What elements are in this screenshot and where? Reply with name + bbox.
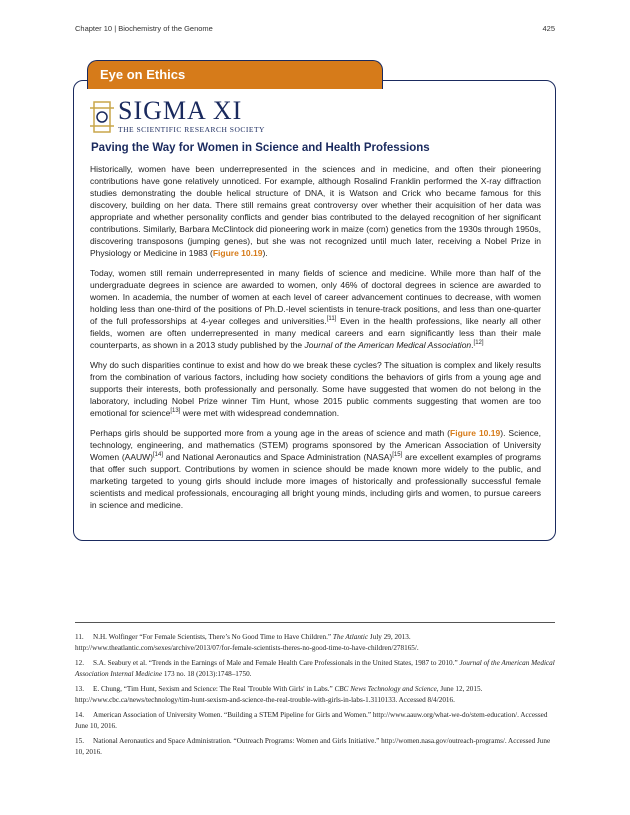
p4-text: Perhaps girls should be supported more from a young age in the areas of science and math ( <box>90 428 451 438</box>
footnote-text: S.A. Seabury et al. “Trends in the Earnings of Male and Female Health Care Professionals in the United States, 1987 to 2010.” <box>93 659 460 667</box>
chapter-title: Chapter 10 | Biochemistry of the Genome <box>75 24 213 33</box>
feature-tab <box>87 60 383 89</box>
p1-text: Historically, women have been underrepresented in the sciences and in medicine, and often their pioneering contributions have gone relatively unnoticed. For example, although Rosalind Franklin performed the X-ray diffraction studies demonstrating the double helical structure of DNA, it is Watson and Crick who became famous for this discovery, building on her data. There still remains great controversy over whether their acquisition of her data was appropriate and whether personality conflicts and gender bias contributed to the delayed recognition of her significant contributions. Similarly, Barbara McClintock did pioneering work in maize (corn) genetics from the 1930s through 1950s, discovering transposons (jumping genes), but she was not recognized until much later, receiving a Nobel Prize in Physiology or Medicine in 1983 ( <box>90 164 541 258</box>
footnote-13 <box>75 684 555 706</box>
page-header <box>75 24 555 33</box>
journal-name: Journal of the American Medical Association <box>304 340 472 350</box>
footnote-ref[interactable]: [15] <box>392 452 403 459</box>
page-number: 425 <box>542 24 555 33</box>
footnote-14 <box>75 710 555 732</box>
footnote-text: 173 no. 18 (2013):1748–1750. <box>162 670 252 678</box>
paragraph-3 <box>90 359 541 419</box>
feature-title: Paving the Way for Women in Science and Health Professions <box>91 142 430 154</box>
p1-end: ). <box>262 248 268 258</box>
footnote-ref[interactable]: [13] <box>170 408 181 415</box>
p3-text: were met with widespread condemnation. <box>180 408 340 418</box>
p2-text: Even in the health professions, like nearly all other fields, women are often underrepresented in many medical careers and earn significantly less than their male counterparts, as shown in a 2013 study published by the <box>90 316 541 350</box>
footnote-text: E. Chung, “Tim Hunt, Sexism and Science: The Real 'Trouble With Girls' in Labs.” <box>93 685 335 693</box>
paragraph-4 <box>90 427 541 511</box>
footnote-12 <box>75 658 555 680</box>
emblem-mark <box>90 102 114 132</box>
footnote-15 <box>75 736 555 758</box>
p3-text: Why do such disparities continue to exist and how do we break these cycles? The situation is complex and likely results from the combination of various factors, including how society conditions the behaviors of girls from a young age and supports their interests, both professionally and personally. Some have suggested that women do not belong in the laboratory, including Nobel Prize winner Tim Hunt, whose 2015 public comments suggesting that women are too emotional for science <box>90 360 541 418</box>
p4-text: and National Aeronautics and Space Administration (NASA) <box>163 452 393 462</box>
footnote-ref[interactable]: [14] <box>153 452 164 459</box>
footnote-number: 14. <box>75 711 84 719</box>
figure-link[interactable]: Figure 10.19 <box>212 248 263 258</box>
footnote-number: 15. <box>75 737 84 745</box>
feature-tab-label: Eye on Ethics <box>100 67 186 82</box>
footnote-ref[interactable]: [11] <box>326 316 337 323</box>
p2-text: Today, women still remain underrepresented in many fields of science and medicine. While more than half of the undergraduate degrees in science are awarded to women, only 46% of doctoral degrees in science are awarded to women. In academia, the number of women at each level of career advancement continues to decrease, with women holding less than one-third of the positions of Ph.D.-level scientists in tenure-track positions, and less than one-quarter of the full professorships at 4-year colleges and universities. <box>90 268 541 326</box>
footnote-divider <box>75 622 555 623</box>
footnote-number: 12. <box>75 659 84 667</box>
logo-subtitle: THE SCIENTIFIC RESEARCH SOCIETY <box>118 125 265 134</box>
footnote-text: N.H. Wolfinger “For Female Scientists, There’s No Good Time to Have Children.” <box>93 633 333 641</box>
footnote-number: 13. <box>75 685 84 693</box>
footnote-text: National Aeronautics and Space Administration. “Outreach Programs: Women and Girls Initiative.” http://women.nasa.gov/outreach-programs/. Accessed June 10, 2016. <box>75 737 551 756</box>
footnote-ref[interactable]: [12] <box>473 340 484 347</box>
footnote-italic: CBC News Technology and Science, <box>334 685 439 693</box>
logo-title: SIGMA XI <box>118 96 243 125</box>
footnote-text: American Association of University Women. “Building a STEM Pipeline for Girls and Women.” http://www.aauw.org/what-we-do/stem-education/. Accessed June 10, 2016. <box>75 711 548 730</box>
footnote-11 <box>75 632 555 654</box>
footnote-text: June 12, 2015. http://www.cbc.ca/news/technology/tim-hunt-sexism-and-science-the-real-trouble-with-girls-in-labs-1.3110133. Accessed 8/4/2016. <box>75 685 483 704</box>
p4-text: are excellent examples of programs that offer such support. Contributions by women in science should be made known more widely to the public, and marketing targeted to young girls should include more images of historically and professionally successful female scientists and medical professionals, encouraging all bright young minds, including girls and women, to pursue careers in science and medicine. <box>90 452 542 510</box>
p2-text: . <box>471 340 474 350</box>
footnote-number: 11. <box>75 633 84 641</box>
sigma-xi-logo <box>118 97 265 134</box>
paragraph-1 <box>90 163 541 259</box>
p4-text: ). Science, technology, engineering, and mathematics (STEM) programs sponsored by the American Association of University Women (AAUW) <box>90 428 541 462</box>
paragraph-2 <box>90 267 541 351</box>
figure-link[interactable]: Figure 10.19 <box>450 428 501 438</box>
footnotes <box>75 632 555 762</box>
footnote-italic: Journal of the American Medical Association Internal Medicine <box>75 659 555 678</box>
footnote-italic: The Atlantic <box>332 633 369 641</box>
footnote-text: July 29, 2013. http://www.theatlantic.com/sexes/archive/2013/07/for-female-scientists-theres-no-good-time-to-have-children/278165/. <box>75 633 419 652</box>
feature-body <box>90 163 541 519</box>
